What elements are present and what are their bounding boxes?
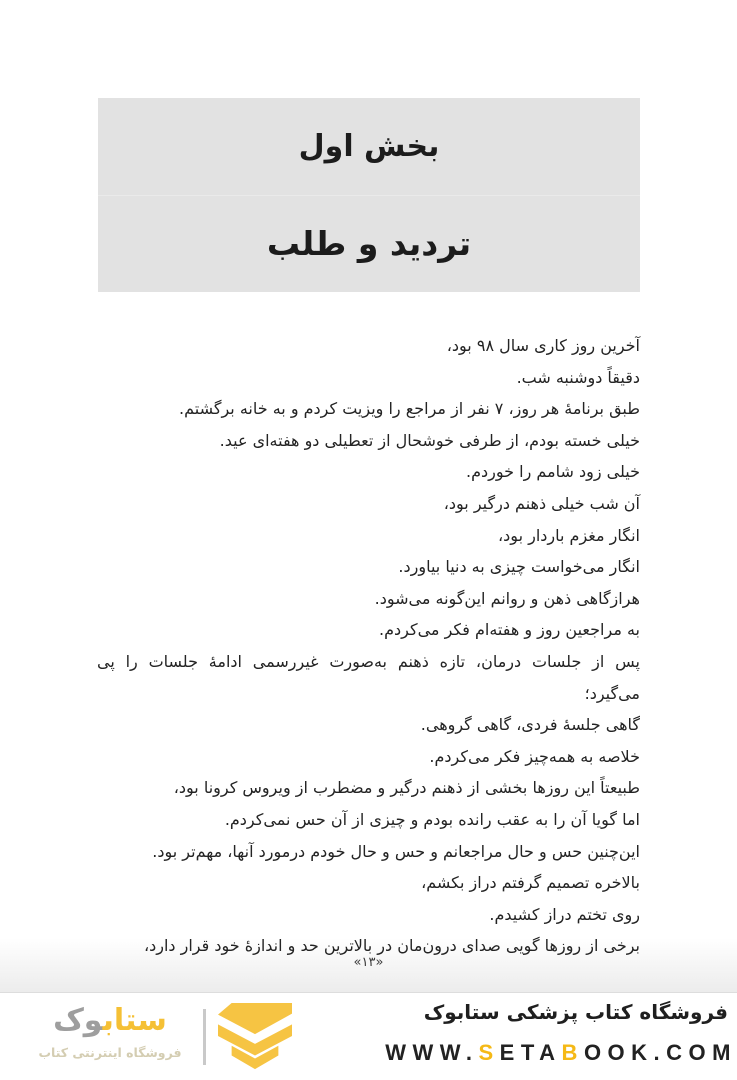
chapter-title: تردید و طلب — [266, 224, 472, 264]
text-line: گاهی جلسهٔ فردی، گاهی گروهی. — [420, 715, 640, 735]
text-line: طبیعتاً این روزها بخشی از ذهنم درگیر و مضطرب از ویروس کرونا بود، — [173, 778, 640, 798]
url-segment: S — [478, 1040, 500, 1065]
text-line: آن شب خیلی ذهنم درگیر بود، — [443, 493, 640, 513]
chevron-monogram-icon — [213, 1001, 297, 1075]
text-line: روی تختم دراز کشیدم. — [489, 904, 640, 924]
setabook-logo[interactable] — [25, 1001, 300, 1077]
page-number: «۱۳» — [353, 955, 384, 970]
text-line: پس از جلسات درمان، تازه ذهنم به‌صورت غیررسمی ادامهٔ جلسات را پی — [97, 651, 640, 671]
chapter-title-row — [98, 196, 640, 293]
logo-divider — [203, 1009, 206, 1065]
store-name: فروشگاه کتاب پزشکی ستابوک — [423, 1000, 728, 1024]
text-line: هرازگاهی ذهن و روانم این‌گونه می‌شود. — [374, 588, 640, 608]
text-line: بالاخره تصمیم گرفتم دراز بکشم، — [421, 873, 640, 893]
body-text — [97, 330, 640, 962]
text-line: انگار می‌خواست چیزی به دنیا بیاورد. — [398, 557, 640, 577]
logo-wordmark-gray: وک — [53, 1003, 103, 1038]
chapter-header-box — [98, 98, 640, 292]
text-line: خیلی زود شامم را خوردم. — [466, 462, 640, 482]
text-line: این‌چنین حس و حال مراجعانم و حس و حال خودم درمورد آنها، مهم‌تر بود. — [152, 841, 640, 861]
chapter-part-label: بخش اول — [298, 128, 440, 164]
text-line: به مراجعین روز و هفته‌ام فکر می‌کردم. — [379, 620, 640, 640]
url-segment: B — [561, 1040, 584, 1065]
url-segment: ETA — [499, 1040, 562, 1065]
text-line: می‌گیرد؛ — [584, 683, 640, 703]
url-segment: OOK.COM — [583, 1040, 737, 1065]
logo-wordmark-yellow: ستاب — [102, 1003, 167, 1038]
text-line: خیلی خسته بودم، از طرفی خوشحال از تعطیلی دو هفته‌ای عید. — [219, 430, 640, 450]
text-line: خلاصه به همه‌چیز فکر می‌کردم. — [429, 746, 640, 766]
logo-tagline: فروشگاه اینترنتی کتاب — [38, 1045, 182, 1060]
text-line: اما گویا آن را به عقب رانده بودم و چیزی از آن حس نمی‌کردم. — [224, 809, 640, 829]
website-url[interactable] — [385, 1040, 737, 1066]
chapter-part-row — [98, 98, 640, 196]
text-line: انگار مغزم باردار بود، — [498, 525, 640, 545]
text-line: آخرین روز کاری سال ۹۸ بود، — [446, 336, 640, 355]
text-line: دقیقاً دوشنبه شب. — [516, 367, 640, 387]
footer-branding-bar — [0, 993, 737, 1080]
logo-wordmark — [25, 1003, 195, 1038]
text-line: طبق برنامهٔ هر روز، ۷ نفر از مراجع را ویزیت کردم و به خانه برگشتم. — [179, 399, 640, 419]
url-segment: WWW. — [385, 1040, 479, 1065]
text-line: برخی از روزها گویی صدای درون‌مان در بالاترین حد و اندازهٔ خود قرار دارد، — [143, 936, 640, 956]
